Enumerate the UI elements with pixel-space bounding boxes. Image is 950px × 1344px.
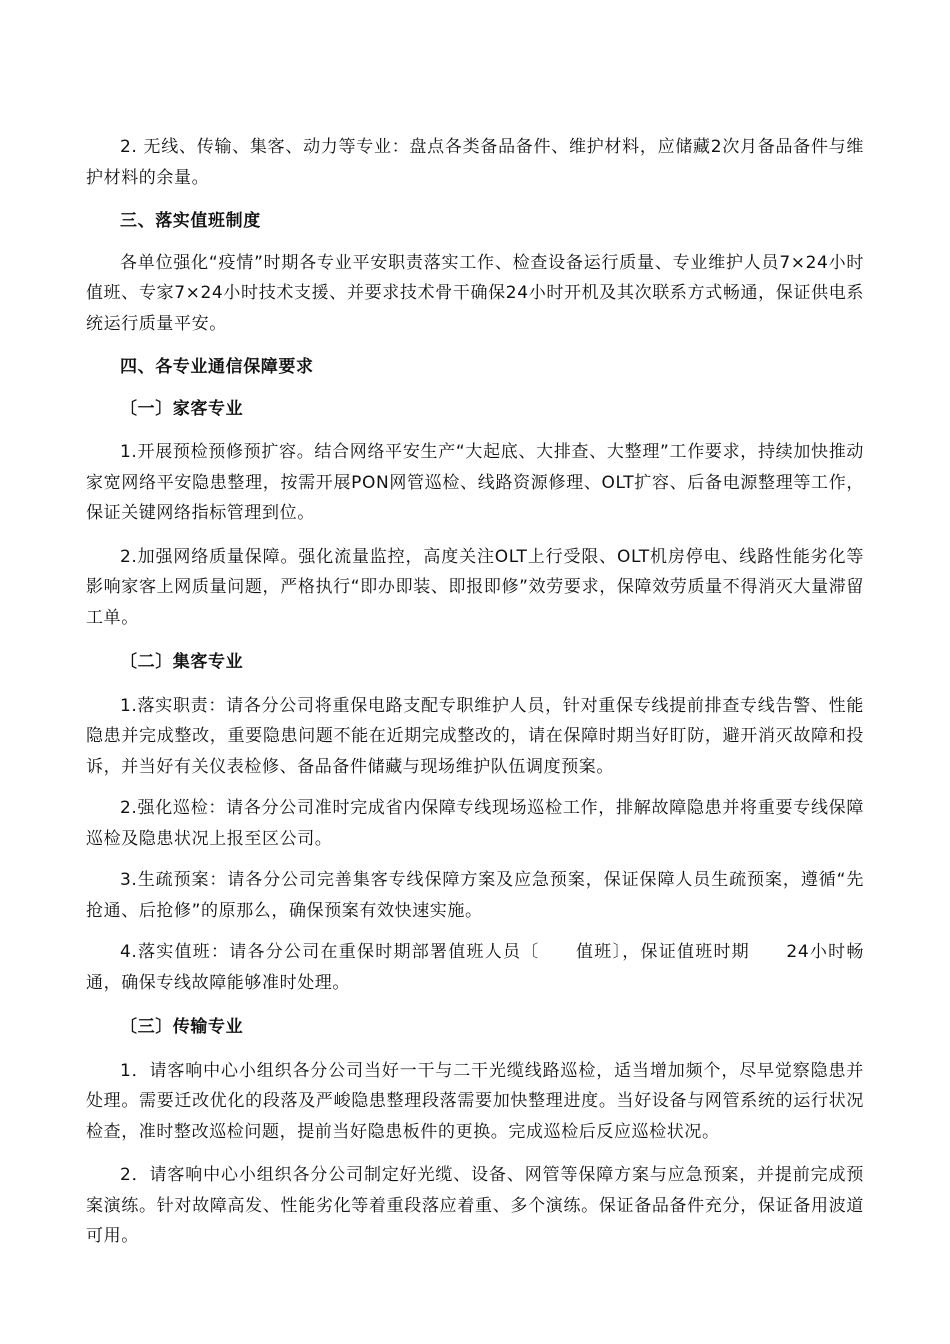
paragraph-group-1: 1.落实职责：请各分公司将重保电路支配专职维护人员，针对重保专线提前排查专线告警、性能隐患并完成整改，重要隐患问题不能在近期完成整改的，请在保障时期当好盯防，避开消灭故障和投诉，并当好有关仪表检修、备品备件储藏与现场维护队伍调度预案。 bbox=[86, 695, 864, 777]
paragraph-group-4: 4.落实值班：请各分公司在重保时期部署值班人员〔 值班〕，保证值班时期 24小时畅通，确保专线故障能够准时处理。 bbox=[86, 942, 864, 993]
heading-subsection-home: 〔一〕家客专业 bbox=[120, 398, 244, 419]
paragraph-spare-parts: 2. 无线、传输、集客、动力等专业：盘点各类备品备件、维护材料，应储藏2次月备品备件与维护材料的余量。 bbox=[86, 137, 864, 188]
paragraph-home-1: 1.开展预检预修预扩容。结合网络平安生产“大起底、大排查、大整理”工作要求，持续加快推动家宽网络平安隐患整理，按需开展PON网管巡检、线路资源修理、OLT扩容、后备电源整理等工作，保证关键网络指标管理到位。 bbox=[86, 442, 864, 523]
heading-section-4: 四、各专业通信保障要求 bbox=[120, 357, 314, 377]
paragraph-transport-1: 1．请客响中心小组织各分公司当好一干与二干光缆线路巡检，适当增加频个，尽早觉察隐患并处理。需要迁改优化的段落及严峻隐患整理段落需要加快整理进度。当好设备与网管系统的运行状况检查，准时整改巡检问题，提前当好隐患板件的更换。完成巡检后反应巡检状况。 bbox=[86, 1060, 864, 1142]
paragraph-duty-system: 各单位强化“疫情”时期各专业平安职责落实工作、检查设备运行质量、专业维护人员7×24小时值班、专家7×24小时技术支援、并要求技术骨干确保24小时开机及其次联系方式畅通，保证供电系统运行质量平安。 bbox=[86, 252, 864, 334]
paragraph-home-2: 2.加强网络质量保障。强化流量监控，高度关注OLT上行受限、OLT机房停电、线路性能劣化等影响家客上网质量问题，严格执行“即办即装、即报即修”效劳要求，保障效劳质量不得消灭大量滞留工单。 bbox=[86, 546, 864, 628]
document-body bbox=[86, 132, 864, 1252]
paragraph-transport-2: 2．请客响中心小组织各分公司制定好光缆、设备、网管等保障方案与应急预案，并提前完成预案演练。针对故障高发、性能劣化等着重段落应着重、多个演练。保证备品备件充分，保证备用波道可用。 bbox=[86, 1165, 864, 1246]
heading-section-3: 三、落实值班制度 bbox=[120, 211, 261, 231]
paragraph-group-2: 2.强化巡检：请各分公司准时完成省内保障专线现场巡检工作，排解故障隐患并将重要专线保障巡检及隐患状况上报至区公司。 bbox=[86, 798, 864, 849]
paragraph-group-3: 3.生疏预案：请各分公司完善集客专线保障方案及应急预案，保证保障人员生疏预案，遵循“先抢通、后抢修”的原那么，确保预案有效快速实施。 bbox=[86, 870, 864, 921]
heading-subsection-transport: 〔三〕传输专业 bbox=[120, 1017, 244, 1037]
heading-subsection-group: 〔二〕集客专业 bbox=[120, 652, 244, 672]
